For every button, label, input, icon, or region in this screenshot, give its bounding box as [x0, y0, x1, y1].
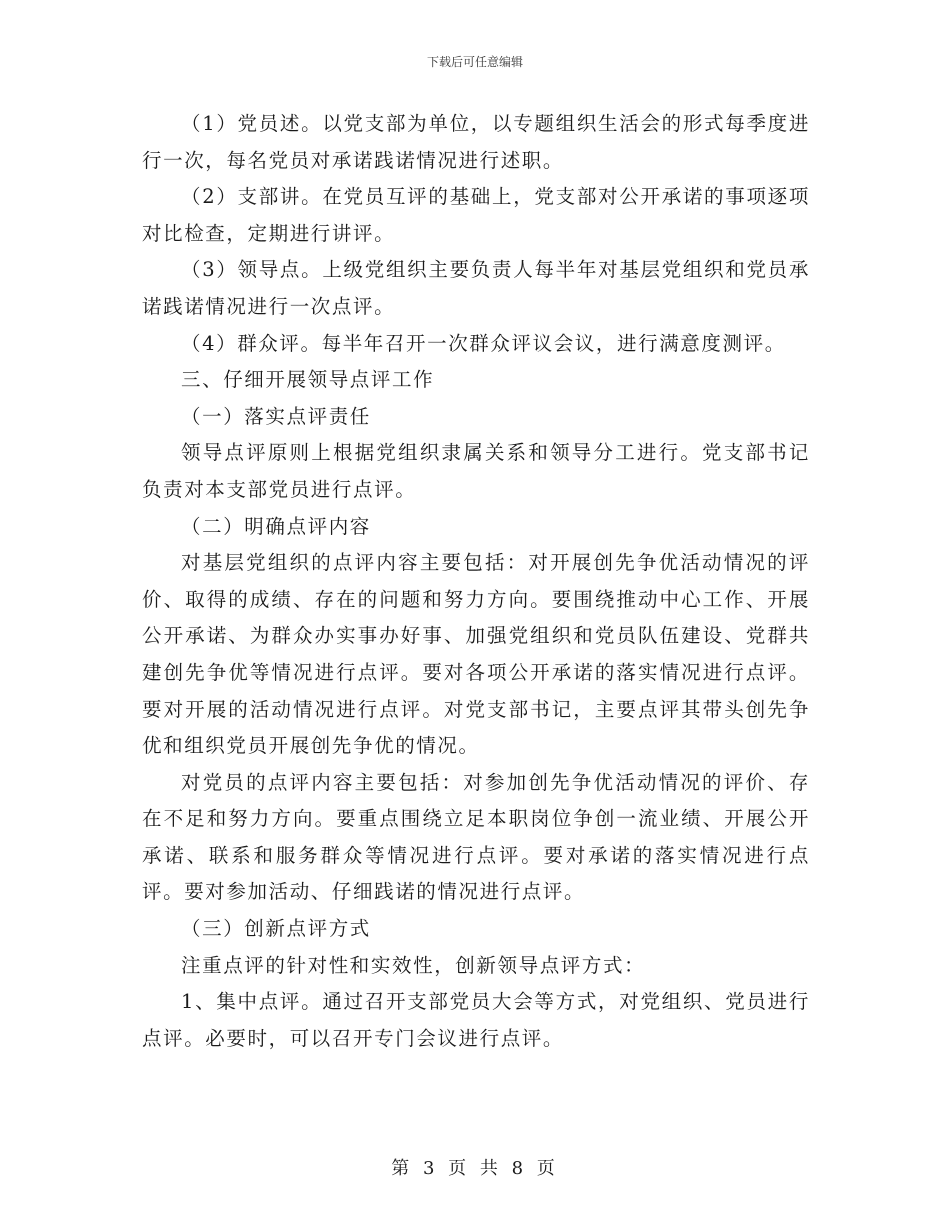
paragraph-responsibility: 领导点评原则上根据党组织隶属关系和领导分工进行。党支部书记负责对本支部党员进行点评。 — [142, 441, 810, 501]
paragraph-innovation-intro: 注重点评的针对性和实效性，创新领导点评方式： — [181, 953, 646, 977]
paragraph-party-member-report: （1）党员述。以党支部为单位，以专题组织生活会的形式每季度进行一次，每名党员对承诺践诺情况进行述职。 — [142, 112, 810, 172]
page-number: 第 3 页 共 8 页 — [391, 1158, 559, 1179]
paragraph-member-review-content: 对党员的点评内容主要包括：对参加创先争优活动情况的评价、存在不足和努力方向。要重点围绕立足本职岗位争创一流业绩、开展公开承诺、联系和服务群众等情况进行点评。要对承诺的落实情况进行点评。要对参加活动、仔细践诺的情况进行点评。 — [142, 770, 810, 904]
paragraph-public-evaluation: （4）群众评。每半年召开一次群众评议会议，进行满意度测评。 — [181, 331, 786, 355]
subsection-heading-3: （三）创新点评方式 — [181, 917, 371, 941]
page-header: 下载后可任意编辑 — [426, 55, 523, 69]
section-heading-3: 三、仔细开展领导点评工作 — [181, 368, 435, 392]
paragraph-centralized-review: 1、集中点评。通过召开支部党员大会等方式，对党组织、党员进行点评。必要时，可以召开专门会议进行点评。 — [142, 990, 810, 1050]
paragraph-org-review-content: 对基层党组织的点评内容主要包括：对开展创先争优活动情况的评价、取得的成绩、存在的问题和努力方向。要围绕推动中心工作、开展公开承诺、为群众办实事办好事、加强党组织和党员队伍建设、党群共建创先争优等情况进行点评。要对各项公开承诺的落实情况进行点评。要对开展的活动情况进行点评。对党支部书记，主要点评其带头创先争优和组织党员开展创先争优的情况。 — [142, 551, 810, 758]
paragraph-leader-comment: （3）领导点。上级党组织主要负责人每半年对基层党组织和党员承诺践诺情况进行一次点评。 — [142, 258, 810, 318]
document-body — [142, 106, 810, 1057]
subsection-heading-2: （二）明确点评内容 — [181, 514, 371, 538]
subsection-heading-1: （一）落实点评责任 — [181, 404, 371, 428]
paragraph-branch-review: （2）支部讲。在党员互评的基础上，党支部对公开承诺的事项逐项对比检查，定期进行讲评。 — [142, 185, 810, 245]
